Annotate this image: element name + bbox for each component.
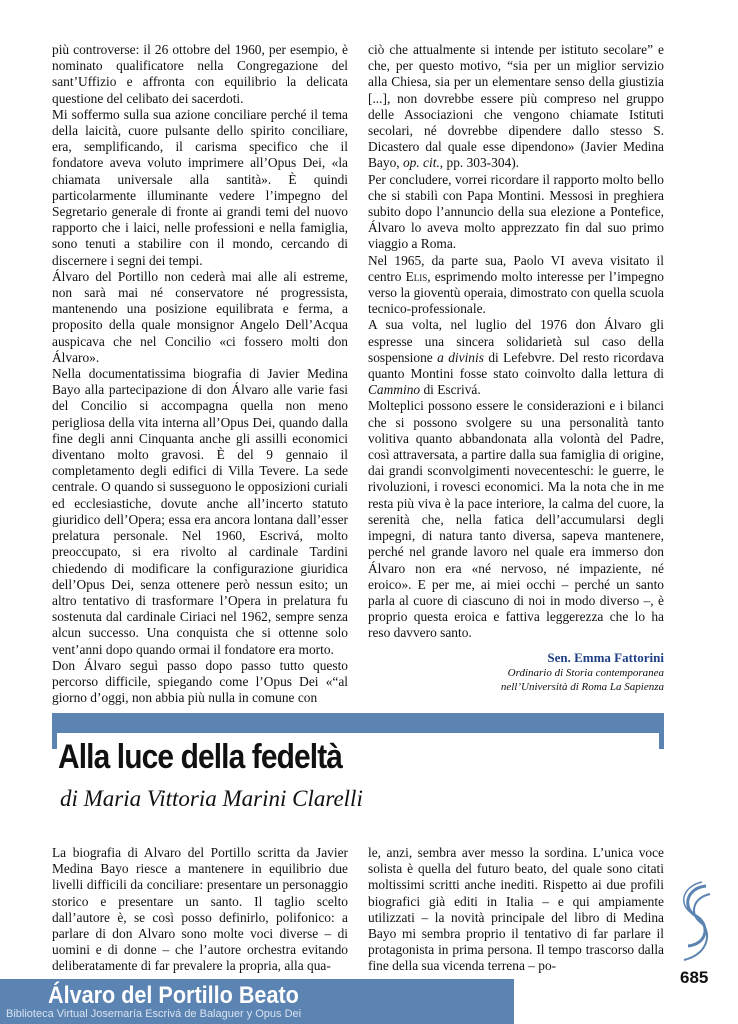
paragraph: Álvaro del Portillo non cederà mai alle ali estreme, non sarà mai né conservatore né progressista, mantenendo una posizione equilibrata e ferma, a proposito della quale monsignor Angelo Dell’Acqua auspicava che nel Concilio «ci fossero molti don Álvaro». (52, 268, 348, 365)
article1-column-right (368, 42, 664, 694)
text-run: di Lefebvre. Del resto ricordava quanto Montini fosse stato coinvolto dalla lettura di (368, 349, 664, 382)
article-title: Alla luce della fedeltà (58, 738, 343, 776)
author-signature (368, 650, 664, 694)
book-title-italic: Cammino (368, 382, 421, 398)
text-run: ciò che attualmente si intende per istituto secolare” e che, per questo motivo, “sia per un miglior servizio alla Chiesa, sia per un elementare senso della giustizia [...], non dovrebbe essere più compreso nel gruppo delle Associazioni che vengono chiamate Istituti secolari, né dovrebbe dipendere dallo stesso S. Dicastero dal quale esse dipendono» (Javier Medina Bayo, (368, 42, 664, 171)
divider-tick-right (659, 733, 664, 749)
paragraph (368, 317, 664, 398)
paragraph: Molteplici possono essere le considerazioni e i bilanci che si possono svolgere su una personalità tanto volitiva quanto abbandonata alla volontà del Padre, così attraversata, a partire dalla sua famiglia di origine, dai grandi sconvolgimenti novecenteschi: le guerre, le rivoluzioni, i rovesci economici. Ma la nota che in me resta più viva è la pace interiore, la calma del cuore, la serenità che, nella fatica dell’accumularsi degli impegni, di natura tanto diversa, sapeva mantenere, perché nel grande lavoro nel quale era immerso don Álvaro non era «né nervoso, né impaziente, né eroico». E per me, ai miei occhi – perché un santo parla al cuore di ciascuno di noi in modo diverso –, è proprio questa eroica e fattiva leggerezza che lo ha reso davvero santo. (368, 398, 664, 641)
italic-term: a divinis (437, 349, 484, 365)
article2-column-left (52, 845, 348, 975)
paragraph (368, 42, 664, 172)
paragraph: le, anzi, sembra aver messo la sordina. L’unica voce solista è quella del futuro beato, del quale sono citati moltissimi scritti anche inediti. Rispetto ai due profili biografici già editi in Italia – e qui ampiamente utilizzati – la novità principale del libro di Medina Bayo mi sembra proprio il tentativo di far parlare il protagonista in prima persona. Il tempo trascorso dalla fine della sua vicenda terrena – po- (368, 845, 664, 974)
paragraph: Mi soffermo sulla sua azione conciliare perché il tema della laicità, cuore pulsante dello spirito conciliare, era, semplificando, il carisma specifico che il fondatore aveva voluto imprimere all’Opus Dei, «la chiamata universale alla santità». È quindi particolarmente illuminante vedere l’impegno del Segretario generale di fronte ai grandi temi del nuovo rapporto che i laici, nelle professioni e nella famiglia, sono tenuti a stabilire con il mondo, cercando di discernere i segni dei tempi. (52, 106, 348, 268)
signature-affiliation: nell’Università di Roma La Sapienza (500, 680, 664, 693)
footer-title: Álvaro del Portillo Beato (48, 982, 299, 1009)
decorative-ornament-icon (672, 880, 720, 970)
article1-column-left (52, 42, 348, 706)
text-run: , pp. 303-304). (439, 155, 520, 171)
divider-tick-left (52, 733, 57, 749)
article-byline: di Maria Vittoria Marini Clarelli (60, 786, 363, 811)
text-run: Nel 1965, da parte sua, Paolo VI aveva visitato il centro (368, 252, 664, 284)
signature-name: Sen. Emma Fattorini (547, 649, 664, 665)
paragraph: più controverse: il 26 ottobre del 1960, per esempio, è nominato qualificatore nella Congregazione del sant’Uffizio e affronta con equilibrio la delicata questione del celibato dei sacerdoti. (52, 42, 348, 106)
paragraph: La biografia di Alvaro del Portillo scritta da Javier Medina Bayo riesce a mantenere in equilibrio due livelli difficili da conciliare: presentare un personaggio storico e presentare un santo. Il taglio scelto dall’autore è, se così posso definirlo, polifonico: a parlare di don Alvaro sono molte voci diverse – di uomini e di donne – che l’autore orchestra evitando deliberatamente di far prevalere la propria, alla qua- (52, 845, 348, 974)
signature-role: Ordinario di Storia contemporanea (507, 666, 664, 679)
text-run: , esprimendo molto interesse per l’impegno verso la gioventù operaia, dimostrato con quella scuola tecnico-professionale. (368, 268, 664, 317)
article2-column-right (368, 845, 664, 975)
smallcaps-name: Elis (405, 268, 428, 284)
section-divider-band (52, 713, 664, 733)
paragraph: Don Álvaro seguì passo dopo passo tutto questo percorso difficile, spiegando come l’Opus Dei «“al giorno d’oggi, non abbia più nulla in comune con (52, 657, 348, 706)
page-number: 685 (680, 968, 709, 987)
text-run: A sua volta, nel luglio del 1976 don Álvaro gli espresse una sincera solidarietà sul caso della sospensione (368, 317, 664, 365)
text-run: di Escrivá. (420, 382, 481, 398)
paragraph: Nella documentatissima biografia di Javier Medina Bayo alla partecipazione di don Álvaro alle varie fasi del Concilio si accompagna quella non meno perigliosa della vita interna all’Opus Dei, quando dalla fine degli anni Cinquanta anche gli assilli economici diventano molto gravosi. È del 9 gennaio il completamento degli edifici di Villa Tevere. La sede centrale. O quando si susseguono le opposizioni curiali ed ecclesiastiche, dovute anche all’incerto statuto giuridico dell’Opera; essa era ancora lontana dall’esser prelatura personale. Nel 1960, Escrivá, molto preoccupato, si era rivolto al cardinale Tardini chiedendo di modificare la configurazione giuridica dell’Opus Dei, senza ottenere però nessun esito; un altro tentativo di trasformare l’Opera in prelatura fu sostenuta dal cardinale Ciriaci nel 1962, sempre senza alcun successo. Una conquista che si ottenne solo vent’anni dopo quando ormai il fondatore era morto. (52, 366, 348, 657)
footer-credit: Biblioteca Virtual Josemaría Escrivá de Balaguer y Opus Dei (6, 1008, 302, 1020)
citation-italic: op. cit. (402, 155, 440, 171)
paragraph (368, 253, 664, 318)
paragraph: Per concludere, vorrei ricordare il rapporto molto bello che si stabilì con Papa Montini. Messosi in preghiera subito dopo l’annuncio della sua elezione a Pontefice, Álvaro lo aveva molto apprezzato fin dal suo primo viaggio a Roma. (368, 171, 664, 252)
